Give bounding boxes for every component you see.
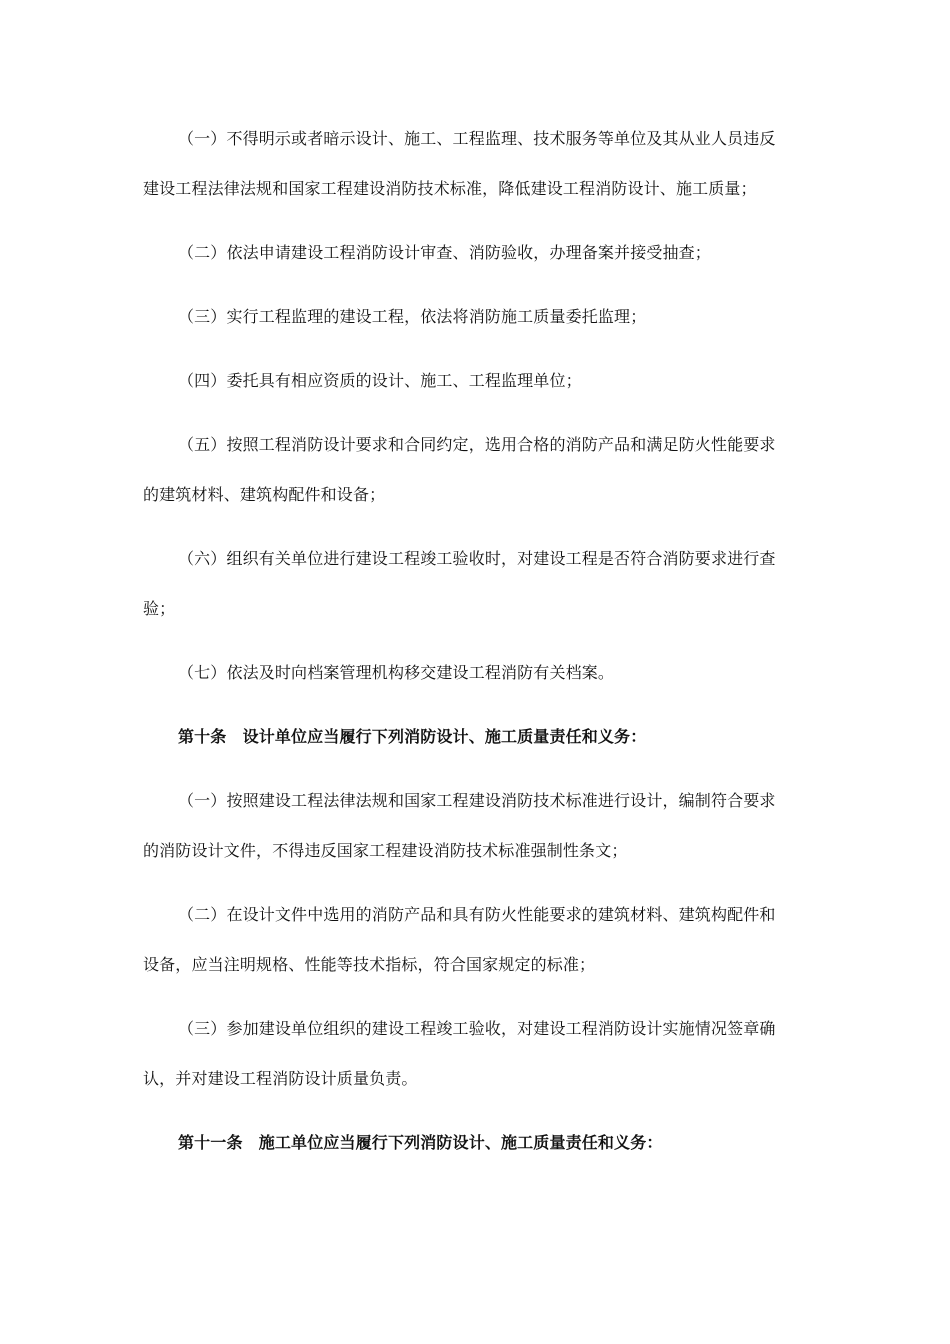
article-heading: 第十条 设计单位应当履行下列消防设计、施工质量责任和义务： bbox=[178, 727, 647, 746]
article-heading: 第十一条 施工单位应当履行下列消防设计、施工质量责任和义务： bbox=[178, 1133, 663, 1152]
paragraph-line: （二）在设计文件中选用的消防产品和具有防火性能要求的建筑材料、建筑构配件和 bbox=[178, 905, 776, 924]
paragraph-line: （三）实行工程监理的建设工程，依法将消防施工质量委托监理； bbox=[178, 307, 647, 326]
paragraph-line: 设备，应当注明规格、性能等技术指标，符合国家规定的标准； bbox=[143, 955, 596, 974]
paragraph-line: 的建筑材料、建筑构配件和设备； bbox=[143, 485, 386, 504]
paragraph-line: （三）参加建设单位组织的建设工程竣工验收，对建设工程消防设计实施情况签章确 bbox=[178, 1019, 776, 1038]
paragraph-line: 建设工程法律法规和国家工程建设消防技术标准，降低建设工程消防设计、施工质量； bbox=[143, 179, 757, 198]
paragraph-line: （七）依法及时向档案管理机构移交建设工程消防有关档案。 bbox=[178, 663, 615, 682]
paragraph-line: 的消防设计文件，不得违反国家工程建设消防技术标准强制性条文； bbox=[143, 841, 628, 860]
paragraph-line: （一）按照建设工程法律法规和国家工程建设消防技术标准进行设计，编制符合要求 bbox=[178, 791, 776, 810]
paragraph-line: （一）不得明示或者暗示设计、施工、工程监理、技术服务等单位及其从业人员违反 bbox=[178, 129, 776, 148]
paragraph-line: （四）委托具有相应资质的设计、施工、工程监理单位； bbox=[178, 371, 582, 390]
paragraph-line: 验； bbox=[143, 599, 176, 618]
paragraph-line: （六）组织有关单位进行建设工程竣工验收时，对建设工程是否符合消防要求进行查 bbox=[178, 549, 776, 568]
paragraph-line: （五）按照工程消防设计要求和合同约定，选用合格的消防产品和满足防火性能要求 bbox=[178, 435, 776, 454]
paragraph-line: （二）依法申请建设工程消防设计审查、消防验收，办理备案并接受抽查； bbox=[178, 243, 711, 262]
paragraph-line: 认，并对建设工程消防设计质量负责。 bbox=[143, 1069, 418, 1088]
